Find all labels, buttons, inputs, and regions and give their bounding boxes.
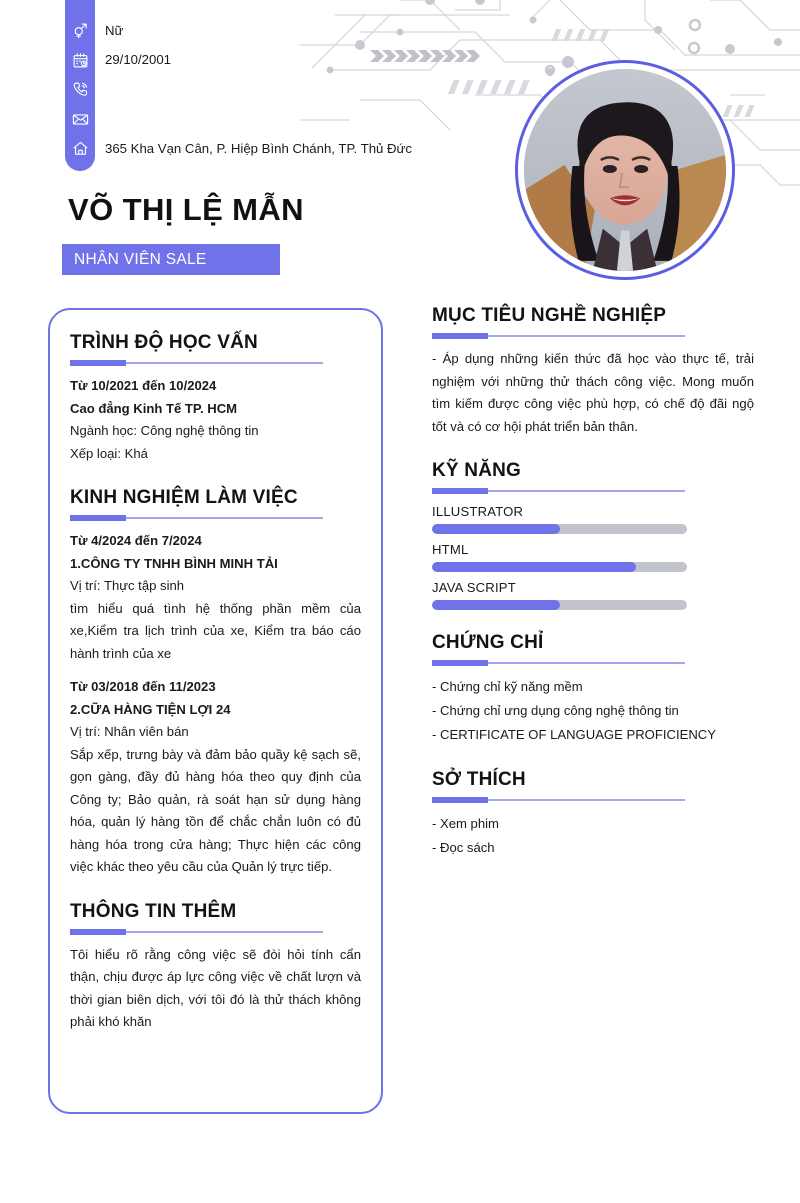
job-title-badge xyxy=(62,244,280,275)
skill-name: JAVA SCRIPT xyxy=(432,580,516,595)
education-period: Từ 10/2021 đến 10/2024 xyxy=(70,378,217,393)
section-rule xyxy=(432,487,754,496)
contact-row-gender xyxy=(65,16,705,46)
section-heading-education: TRÌNH ĐỘ HỌC VẤN xyxy=(70,332,258,353)
skill-item xyxy=(432,542,754,572)
section-heading-objective: MỤC TIÊU NGHỀ NGHIỆP xyxy=(432,305,667,326)
section-hobbies xyxy=(432,769,754,860)
section-experience xyxy=(70,487,361,879)
objective-text: - Áp dụng những kiến thức đã học vào thực tế, trải nghiệm với những thử thách công việc. Mong muốn tìm kiếm được công việc phù hợp, có chế độ đãi ngộ tốt và có cơ hội phát triển bản thân. xyxy=(432,351,754,434)
section-additional-info xyxy=(70,901,361,1034)
section-skills xyxy=(432,460,754,610)
section-rule xyxy=(70,514,361,523)
skill-bar-fill xyxy=(432,524,560,534)
phone-icon xyxy=(65,75,95,105)
skill-bar xyxy=(432,524,687,534)
email-icon xyxy=(65,105,95,135)
contact-value-address: 365 Kha Vạn Cân, P. Hiệp Bình Chánh, TP. Thủ Đức xyxy=(105,140,412,156)
experience-company: 2.CỮA HÀNG TIỆN LỢI 24 xyxy=(70,701,231,717)
experience-period: Từ 03/2018 đến 11/2023 xyxy=(70,679,216,694)
experience-description: tìm hiểu quá tình hệ thống phần mềm của xe,Kiểm tra lịch trình của xe, Kiểm tra báo cáo hành trình của xe xyxy=(70,600,361,661)
contact-row-birthdate xyxy=(65,46,705,76)
skill-item xyxy=(432,504,754,534)
additional-info-text: Tôi hiểu rõ rằng công việc sẽ đòi hỏi tính cẩn thận, chịu được áp lực công việc về chất lượn và thời gian biên dịch, với tôi đó là thử thách không phải khó khăn xyxy=(70,946,361,1029)
experience-item xyxy=(70,530,361,665)
section-heading-hobbies: SỞ THÍCH xyxy=(432,769,526,790)
section-heading-certificates: CHỨNG CHỈ xyxy=(432,632,544,653)
section-rule xyxy=(432,332,754,341)
calendar-icon xyxy=(65,46,95,76)
contact-value-birthdate: 29/10/2001 xyxy=(105,52,172,68)
section-heading-additional-info: THÔNG TIN THÊM xyxy=(70,900,237,922)
section-rule xyxy=(70,359,361,368)
experience-period: Từ 4/2024 đến 7/2024 xyxy=(70,533,202,548)
hobby-item: - Xem phim xyxy=(432,816,499,831)
certificate-item: - CERTIFICATE OF LANGUAGE PROFICIENCY xyxy=(432,727,716,742)
section-objective xyxy=(432,305,754,438)
skill-name: HTML xyxy=(432,542,469,557)
skill-name: ILLUSTRATOR xyxy=(432,504,524,519)
experience-position: Vị trí: Thực tập sinh xyxy=(70,578,185,593)
skill-bar xyxy=(432,600,687,610)
section-rule xyxy=(432,796,754,805)
skill-bar-fill xyxy=(432,562,636,572)
right-column xyxy=(432,305,754,860)
contact-list xyxy=(65,16,705,164)
skill-bar-fill xyxy=(432,600,560,610)
section-heading-experience: KINH NGHIỆM LÀM VIỆC xyxy=(70,487,298,508)
experience-company: 1.CÔNG TY TNHH BÌNH MINH TẢI xyxy=(70,555,278,571)
section-certificates xyxy=(432,632,754,747)
certificate-item: - Chứng chỉ ưng dụng công nghệ thông tin xyxy=(432,703,679,718)
skill-item xyxy=(432,580,754,610)
education-school: Cao đẳng Kinh Tế TP. HCM xyxy=(70,400,238,416)
hobby-item: - Đọc sách xyxy=(432,840,495,855)
experience-description: Sắp xếp, trưng bày và đảm bảo quầy kệ sạch sẽ, gọn gàng, đầy đủ hàng hóa theo quy định của Công ty; Bảo quản, rà soát hạn sử dụng hàng hóa, quản lý hàng tồn để chắc chắn luôn có đủ hàng hóa trong cửa hàng; Thực hiện các công việc khác theo yêu cầu của Quản lý trực tiếp. xyxy=(70,746,361,874)
certificate-item: - Chứng chỉ kỹ năng mềm xyxy=(432,679,583,694)
contact-value-gender: Nữ xyxy=(105,22,124,38)
section-rule xyxy=(432,659,754,668)
contact-row-address xyxy=(65,134,705,164)
section-heading-skills: KỸ NĂNG xyxy=(432,460,522,481)
section-rule xyxy=(70,928,361,937)
contact-row-phone xyxy=(65,75,705,105)
home-icon xyxy=(65,134,95,164)
section-education xyxy=(70,332,361,465)
education-grade: Xếp loại: Khá xyxy=(70,445,148,461)
page-title: VÕ THỊ LỆ MẪN xyxy=(68,192,304,227)
gender-icon xyxy=(65,16,95,46)
job-title-label: NHÂN VIÊN SALE xyxy=(74,250,207,268)
education-major: Ngành học: Công nghệ thông tin xyxy=(70,423,259,438)
experience-position: Vị trí: Nhân viên bán xyxy=(70,724,189,739)
contact-row-email xyxy=(65,105,705,135)
skill-bar xyxy=(432,562,687,572)
left-column-card xyxy=(48,308,383,1114)
experience-item xyxy=(70,676,361,879)
